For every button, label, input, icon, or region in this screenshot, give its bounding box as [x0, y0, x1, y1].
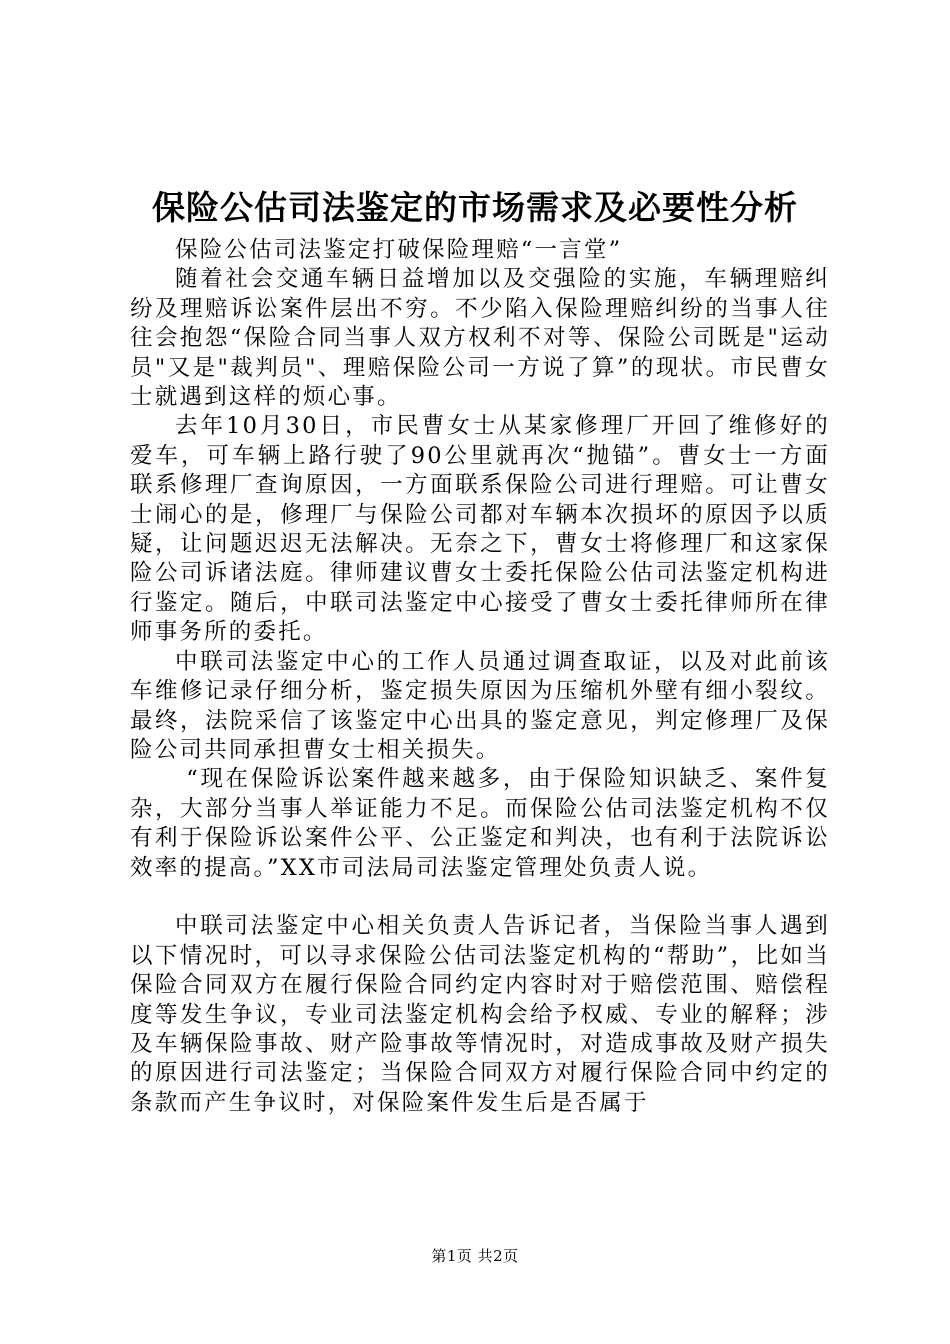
body-paragraph: 中联司法鉴定中心的工作人员通过调查取证，以及对此前该车维修记录仔细分析，鉴定损失原因为压缩机外壁有细小裂纹。最终，法院采信了该鉴定中心出具的鉴定意见，判定修理厂及保险公司共同承担曹女士相关损失。	[130, 648, 830, 763]
body-paragraph: 去年10月30日，市民曹女士从某家修理厂开回了维修好的爱车，可车辆上路行驶了90公里就再次“抛锚”。曹女士一方面联系修理厂查询原因，一方面联系保险公司进行理赔。可让曹女士闹心的是，修理厂与保险公司都对车辆本次损坏的原因予以质疑，让问题迟迟无法解决。无奈之下，曹女士将修理厂和这家保险公司诉诸法庭。律师建议曹女士委托保险公估司法鉴定机构进行鉴定。随后，中联司法鉴定中心接受了曹女士委托律师所在律师事务所的委托。	[130, 413, 830, 646]
document-subtitle: 保险公估司法鉴定打破保险理赔“一言堂”	[175, 237, 623, 263]
document-title: 保险公估司法鉴定的市场需求及必要性分析	[152, 188, 798, 227]
body-paragraph: 随着社会交通车辆日益增加以及交强险的实施，车辆理赔纠纷及理赔诉讼案件层出不穷。不少陷入保险理赔纠纷的当事人往往会抱怨“保险合同当事人双方权利不对等、保险公司既是"运动员"又是"裁判员"、理赔保险公司一方说了算”的现状。市民曹女士就遇到这样的烦心事。	[130, 266, 830, 411]
body-paragraph: “现在保险诉讼案件越来越多，由于保险知识缺乏、案件复杂，大部分当事人举证能力不足。而保险公估司法鉴定机构不仅有利于保险诉讼案件公平、公正鉴定和判决，也有利于法院诉讼效率的提高。”XX市司法局司法鉴定管理处负责人说。	[130, 766, 830, 881]
body-paragraph: 中联司法鉴定中心相关负责人告诉记者，当保险当事人遇到以下情况时，可以寻求保险公估司法鉴定机构的“帮助”，比如当保险合同双方在履行保险合同约定内容时对于赔偿范围、赔偿程度等发生争议，专业司法鉴定机构会给予权威、专业的解释；涉及车辆保险事故、财产险事故等情况时，对造成事故及财产损失的原因进行司法鉴定；当保险合同双方对履行保险合同中约定的条款而产生争议时，对保险案件发生后是否属于	[130, 913, 830, 1116]
paragraph-spacer	[130, 883, 830, 912]
document-body	[130, 236, 830, 1118]
page-number-footer: 第1页 共2页	[431, 1247, 519, 1265]
